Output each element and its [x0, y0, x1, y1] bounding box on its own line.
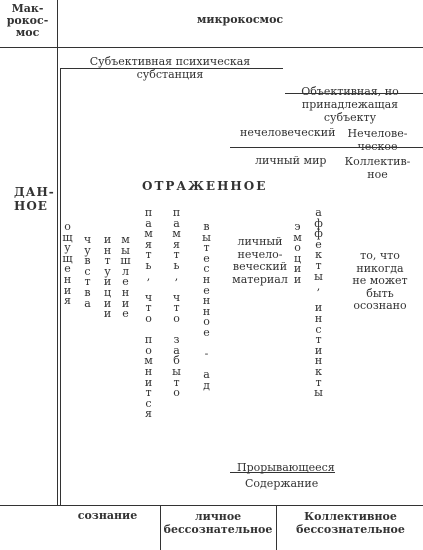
column-char: и — [63, 283, 72, 297]
column-char: ц — [293, 251, 302, 265]
column-char: и — [144, 375, 153, 389]
column-char: н — [144, 364, 153, 378]
column-char: н — [314, 354, 323, 368]
never-conscious: то, что никогда не может быть осознано — [352, 249, 408, 312]
column-char: е — [64, 262, 71, 276]
column-char: о — [145, 311, 152, 325]
column-char: т — [173, 248, 180, 262]
given-label: ДАН- НОЕ — [14, 185, 55, 213]
column-char: ш — [120, 254, 131, 268]
column-char: н — [202, 304, 211, 318]
footer-line — [0, 505, 423, 506]
column-char: о — [173, 386, 180, 400]
column-char: , — [174, 269, 179, 283]
collective-label: Коллектив- ное — [344, 155, 411, 181]
column-char: к — [315, 364, 322, 378]
column-char: я — [64, 294, 71, 308]
column-char: ч — [144, 290, 153, 304]
column-thinking — [120, 235, 131, 320]
column-char: м — [293, 230, 302, 244]
column-char: м — [121, 233, 130, 246]
column-char: т — [203, 241, 210, 255]
column-char: е — [203, 325, 210, 339]
column-char: у — [84, 243, 91, 257]
subjective-left-line — [60, 68, 61, 505]
column-char: ы — [314, 269, 323, 283]
column-char: н — [121, 285, 130, 299]
column-char: и — [293, 262, 302, 276]
column-char: т — [173, 375, 180, 389]
column-char: и — [293, 272, 302, 286]
column-char: ч — [172, 290, 181, 304]
column-char: о — [64, 220, 71, 233]
nonhuman-upper-label: Нечелове- ческое — [347, 127, 408, 153]
column-char: н — [63, 272, 72, 286]
column-char: э — [294, 220, 301, 233]
column-feelings — [82, 235, 93, 309]
footer-collective-unconscious: Коллективное бессознательное — [296, 510, 405, 536]
column-char: т — [84, 275, 91, 289]
personal-material: личный нечело- веческий материал — [232, 235, 288, 286]
column-char: а — [173, 216, 180, 230]
column-char: в — [84, 285, 91, 299]
column-repressed — [201, 222, 212, 392]
footer-divider-1 — [160, 505, 161, 550]
column-char: ф — [314, 216, 323, 230]
footer-divider-2 — [276, 505, 277, 550]
footer-personal-unconscious: личное бессознательное — [163, 510, 273, 536]
column-char: б — [173, 354, 180, 368]
column-char: в — [84, 254, 91, 268]
column-char: ь — [173, 258, 180, 272]
reflected-label: ОТРАЖЕННОЕ — [142, 179, 268, 193]
column-char: , — [316, 280, 321, 294]
column-char: е — [203, 251, 210, 265]
column-char: с — [84, 264, 91, 278]
column-char: т — [173, 301, 180, 315]
column-char: и — [103, 233, 112, 246]
objective-label: Объективная, но принадлежащая субъекту — [301, 85, 399, 124]
column-char: н — [314, 311, 323, 325]
column-char: с — [203, 262, 210, 276]
column-char: з — [173, 333, 180, 347]
column-char: ь — [145, 258, 152, 272]
column-char: ы — [172, 364, 181, 378]
column-char: с — [145, 396, 152, 410]
column-char: и — [314, 301, 323, 315]
column-char: я — [173, 237, 180, 251]
column-char: т — [315, 258, 322, 272]
personal-world-label: личный мир — [255, 154, 327, 167]
column-char: т — [145, 248, 152, 262]
column-char: и — [314, 343, 323, 357]
column-char: н — [202, 294, 211, 308]
column-char: ы — [314, 386, 323, 400]
column-char: о — [294, 241, 301, 255]
nonhuman-lower-label: нечеловеческий — [240, 126, 336, 139]
column-char: у — [64, 241, 71, 255]
footer-consciousness: сознание — [77, 509, 138, 522]
column-char: и — [103, 275, 112, 289]
column-char: м — [144, 227, 153, 241]
column-char: к — [315, 248, 322, 262]
microcosm-label: микрокосмос — [196, 13, 284, 26]
column-char: а — [145, 216, 152, 230]
header-divider — [0, 47, 423, 48]
column-char: ф — [314, 227, 323, 241]
column-char: ы — [121, 243, 130, 257]
column-char: е — [315, 237, 322, 251]
column-char: а — [173, 343, 180, 357]
column-char: п — [172, 206, 181, 219]
column-memory-forgotten — [171, 208, 182, 399]
column-char: т — [145, 301, 152, 315]
column-char: л — [122, 264, 129, 278]
column-char: е — [122, 275, 129, 289]
column-char: м — [144, 354, 153, 368]
column-char: т — [104, 254, 111, 268]
macrocosm-divider — [57, 0, 58, 505]
column-char: о — [203, 315, 210, 329]
column-char: и — [121, 296, 130, 310]
column-char: а — [203, 368, 210, 382]
column-char: ы — [202, 230, 211, 244]
column-char: и — [103, 296, 112, 310]
column-char: - — [204, 347, 209, 361]
subjective-substance: Субъективная психическая субстанция — [89, 55, 251, 81]
column-char: п — [144, 206, 153, 219]
content-label: Содержание — [245, 477, 319, 490]
column-char: е — [122, 307, 129, 321]
column-char: о — [173, 311, 180, 325]
column-char: т — [315, 375, 322, 389]
column-char: н — [202, 272, 211, 286]
column-char: д — [203, 378, 210, 392]
column-char: н — [103, 243, 112, 257]
breaking-through-label: Прорывающееся — [237, 461, 335, 474]
macrocosm-label: Мак- рокос- мос — [6, 2, 49, 39]
column-char: я — [145, 237, 152, 251]
column-intuitions — [102, 235, 113, 320]
column-char: о — [145, 343, 152, 357]
column-char: а — [315, 206, 322, 219]
column-char: , — [146, 269, 151, 283]
column-char: у — [104, 264, 111, 278]
column-memory-remembered — [143, 208, 154, 420]
column-char: щ — [62, 230, 73, 244]
column-char: м — [172, 227, 181, 241]
column-char: с — [315, 322, 322, 336]
column-char: а — [84, 296, 91, 310]
column-char: я — [145, 407, 152, 421]
column-char: ч — [83, 233, 92, 246]
column-char: в — [203, 220, 210, 233]
column-char: т — [145, 386, 152, 400]
column-char: т — [315, 333, 322, 347]
column-char: п — [144, 333, 153, 347]
column-char: ц — [103, 285, 112, 299]
column-char: щ — [62, 251, 73, 265]
column-affects-instincts — [313, 208, 324, 399]
column-char: е — [203, 283, 210, 297]
column-sensations — [62, 222, 73, 307]
column-char: и — [103, 307, 112, 321]
